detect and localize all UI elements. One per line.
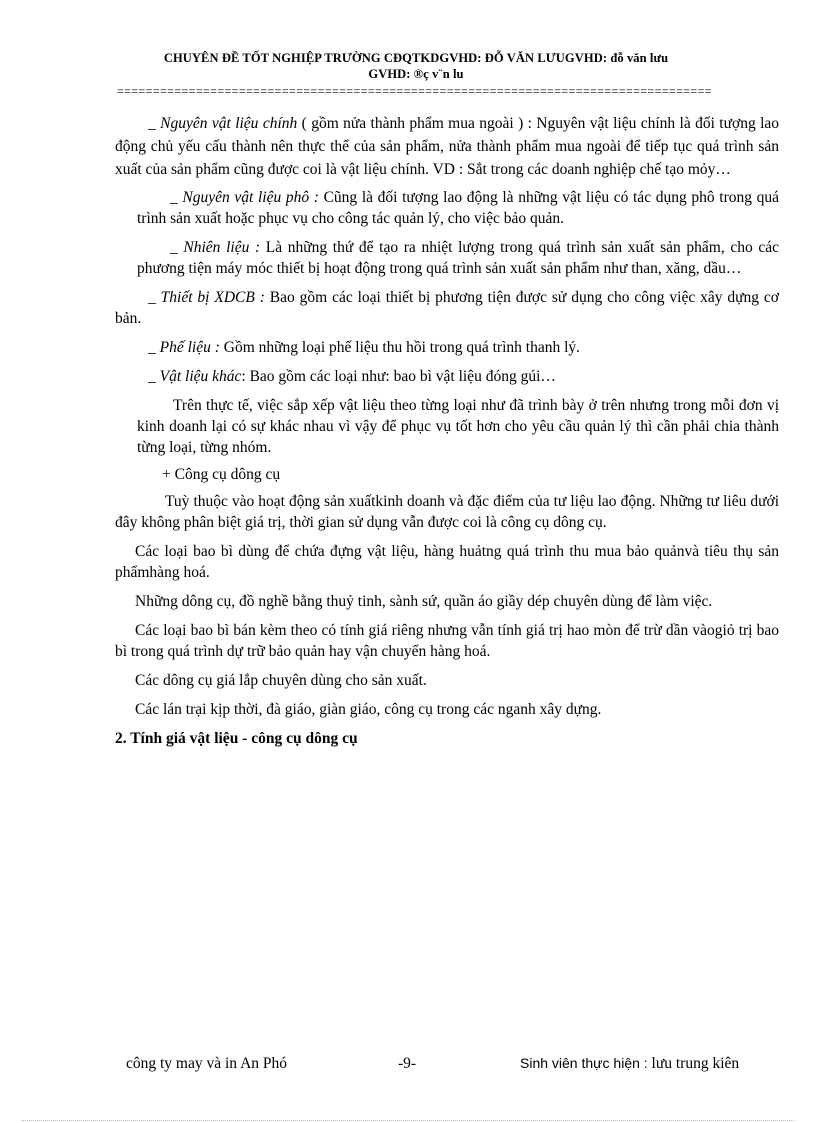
page-number: -9- bbox=[398, 1055, 417, 1072]
paragraph-packaging: Các loại bao bì dùng để chứa đựng vật liệu, hàng huảtng quá trình thu mua bảo quảnvà tiêu thụ sản phẩmhàng hoá. bbox=[115, 543, 779, 581]
header-rule: =================================================================================== bbox=[117, 84, 712, 98]
paragraph-equipment bbox=[115, 287, 779, 329]
page-header bbox=[110, 50, 722, 82]
term-scrap: Phế liệu : bbox=[159, 339, 220, 356]
paragraph-fuel bbox=[115, 237, 779, 279]
bullet: _ bbox=[148, 115, 156, 132]
header-line-2: GVHD: ®ç v¨n lu bbox=[368, 67, 464, 81]
bullet: _ bbox=[148, 368, 156, 385]
paragraph-raw-material bbox=[115, 112, 779, 181]
bullet: _ bbox=[148, 289, 156, 306]
subheading-tools: + Công cụ dông cụ bbox=[162, 466, 281, 483]
bullet: _ bbox=[170, 239, 178, 256]
bullet: _ bbox=[170, 189, 178, 206]
paragraph-packaging-sold: Các loại bao bì bán kèm theo có tính giá riêng nhưng vẫn tính giá trị hao mòn để trừ dần vàogiỏ trị bao bì trong quá trình dự trữ bảo quản hay vận chuyển hàng hoá. bbox=[115, 622, 779, 660]
page-bottom-border bbox=[22, 1120, 794, 1121]
footer-company: công ty may và in An Phó bbox=[126, 1055, 288, 1072]
paragraph-tools-definition: Tuỳ thuộc vào hoạt động sản xuấtkinh doanh và đặc điểm của tư liệu lao động. Những tư liêu dưới đây không phân biệt giá trị, thời gian sử dụng vẫn được coi là công cụ dông cụ. bbox=[115, 493, 779, 531]
paragraph-other-material bbox=[115, 366, 779, 387]
paragraph-fixtures: Các dông cụ giá lắp chuyên dùng cho sản xuất. bbox=[135, 672, 427, 689]
paragraph-classification: Trên thực tế, việc sắp xếp vật liệu theo từng loại như đã trình bày ở trên nhưng trong mỗi đơn vị kinh doanh lại có sự khác nhau vì vậy để phục vụ tốt hơn cho yêu cầu quản lý thì cần phải chia thành từng loại, từng nhóm. bbox=[137, 397, 779, 456]
paragraph-auxiliary-material bbox=[115, 187, 779, 229]
footer-student-name: lưu trung kiên bbox=[651, 1055, 740, 1072]
paragraph-glassware: Những dông cụ, đồ nghề bằng thuỷ tinh, sành sứ, quần áo giầy dép chuyên dùng để làm việc. bbox=[135, 593, 713, 610]
term-fuel: Nhiên liệu : bbox=[183, 239, 261, 256]
paragraph-text: Cũng là đối tượng lao động là những vật liệu có tác dụng phô trong quá trình sản xuất hoặc phục vụ cho công tác quản lý, cho việc bảo quản. bbox=[137, 189, 779, 227]
paragraph-text: : Bao gồm các loại như: bao bì vật liệu đóng gúi… bbox=[241, 368, 556, 385]
section-heading: 2. Tính giá vật liệu - công cụ dông cụ bbox=[115, 730, 358, 747]
footer-student bbox=[520, 1055, 739, 1073]
paragraph-scaffolding: Các lán trại kịp thời, đà giáo, giàn giáo, công cụ trong các nganh xây dựng. bbox=[135, 701, 602, 718]
term-raw-material: Nguyên vật liệu chính bbox=[160, 115, 298, 132]
term-other-material: Vật liệu khác bbox=[159, 368, 242, 385]
term-equipment: Thiết bị XDCB : bbox=[160, 289, 265, 306]
footer-student-label: Sinh viên thực hiện : bbox=[520, 1055, 648, 1071]
paragraph-text: Gồm những loại phế liệu thu hồi trong quá trình thanh lý. bbox=[219, 339, 581, 356]
paragraph-text: Bao gồm các loại thiết bị phương tiện được sử dụng cho công việc xây dựng cơ bản. bbox=[115, 289, 779, 327]
paragraph-text: ( gồm nửa thành phẩm mua ngoài ) : Nguyên vật liệu chính là đối tượng lao động chủ yếu cấu thành nên thực thể của sản phẩm, nửa thành phẩm mua ngoài để tiếp tục quá trình sản xuất của sản phẩm cũng được coi là vật liệu chính. VD : Sắt trong các doanh nghiệp chế tạo mỏy… bbox=[115, 115, 780, 178]
term-auxiliary-material: Nguyên vật liệu phô : bbox=[182, 189, 319, 206]
paragraph-text: Là những thứ để tạo ra nhiệt lượng trong quá trình sản xuất sản phẩm, cho các phương tiện máy móc thiết bị hoạt động trong quá trình sản xuất sản phẩm như than, xăng, dầu… bbox=[137, 239, 780, 277]
bullet: _ bbox=[148, 339, 156, 356]
page-footer bbox=[0, 1055, 816, 1079]
header-line-1: CHUYÊN ĐỀ TỐT NGHIỆP TRƯỜNG CĐQTKDGVHD: ĐỖ VĂN LƯUGVHD: đỗ văn lưu bbox=[163, 51, 669, 65]
document-body bbox=[115, 112, 779, 749]
paragraph-scrap bbox=[115, 337, 779, 358]
